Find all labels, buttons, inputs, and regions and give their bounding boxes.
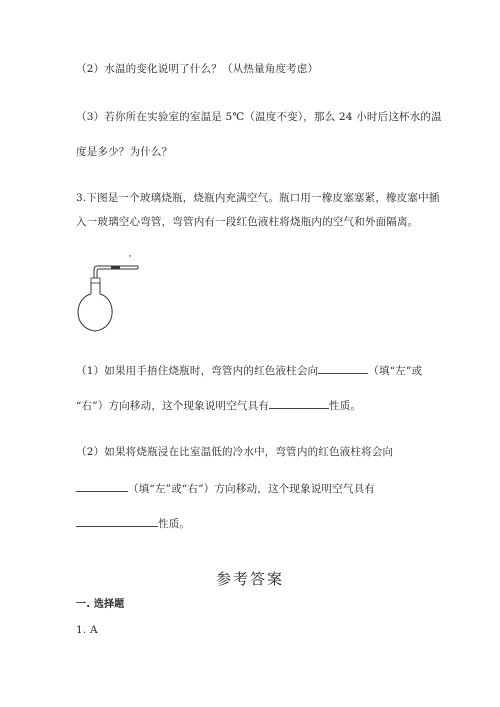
flask-diagram	[70, 250, 150, 340]
q3-2b-text: （填“左”或“右”）方向移动，这个现象说明空气具有	[128, 483, 375, 495]
question-3-1-line2	[76, 398, 361, 413]
question-3-2-line1: （2）如果将烧瓶浸在比室温低的冷水中，弯管内的红色液柱将会向	[76, 446, 394, 458]
liquid-column	[111, 266, 120, 269]
question-3-water-line2: 度是多少？为什么？	[76, 146, 173, 158]
answer-1: 1. A	[76, 624, 98, 636]
answer-blank-1[interactable]	[318, 363, 368, 374]
answer-blank-4[interactable]	[76, 516, 158, 527]
section-heading-choice: 一. 选择题	[76, 599, 125, 610]
q3-1b-text-b: 性质。	[329, 400, 362, 412]
question-3-water-line1: （3）若你所在实验室的室温是 5℃（温度不变），那么 24 小时后这杯水的温	[76, 111, 442, 123]
q3-1-text-a: （1）如果用手捂住烧瓶时，弯管内的红色液柱会向	[76, 365, 319, 377]
question-3-1-line1	[76, 363, 422, 378]
q3-1-text-b: （填“左”或	[368, 365, 423, 377]
question-3-2-line3	[76, 516, 190, 531]
question-3-intro-line2: 入一玻璃空心弯管，弯管内有一段红色液柱将烧瓶内的空气和外面隔离。	[76, 216, 419, 228]
question-3-2-line2	[76, 481, 375, 496]
answer-key-title: 参考答案	[215, 570, 284, 588]
question-2-water: （2）水温的变化说明了什么？（从热量角度考虑）	[76, 63, 319, 75]
question-3-intro-line1: 3.下图是一个玻璃烧瓶，烧瓶内充满空气。瓶口用一橡皮塞塞紧，橡皮塞中插	[76, 192, 440, 204]
answer-blank-3[interactable]	[76, 481, 128, 492]
answer-blank-2[interactable]	[269, 398, 329, 409]
q3-2c-text: 性质。	[158, 518, 191, 530]
q3-1b-text-a: “右”）方向移动，这个现象说明空气具有	[76, 400, 270, 412]
